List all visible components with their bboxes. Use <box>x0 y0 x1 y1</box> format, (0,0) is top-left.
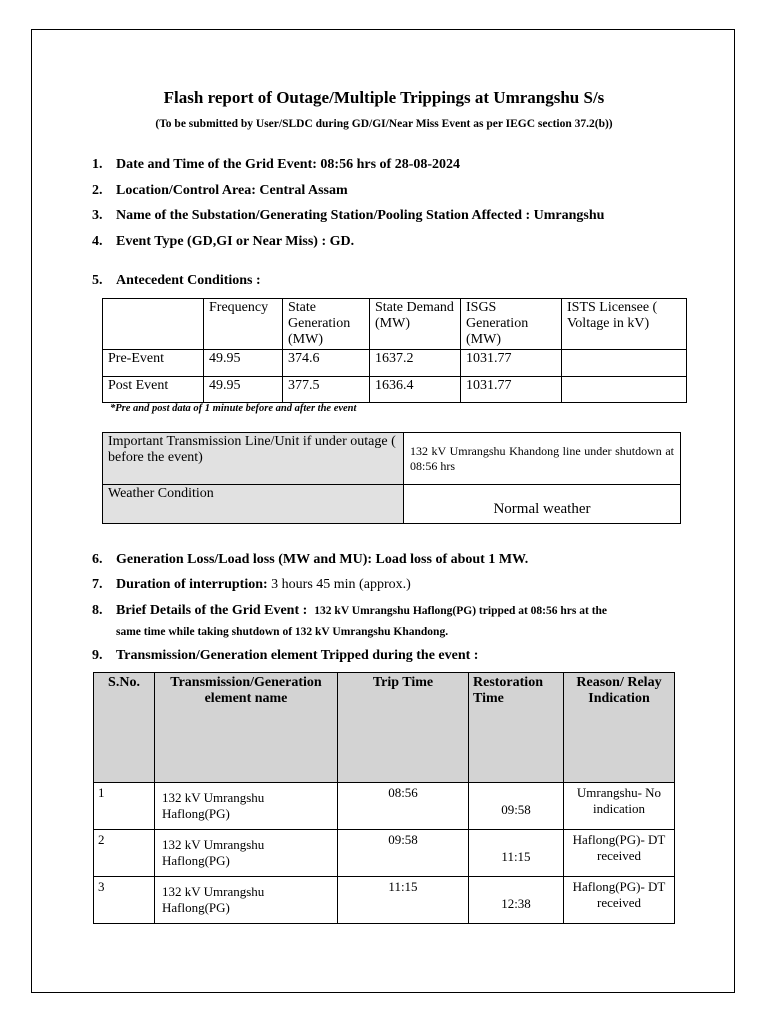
item-event-type: 4. Event Type (GD,GI or Near Miss) : GD. <box>92 234 355 249</box>
restoration-time: 09:58 <box>469 783 564 830</box>
trip-header-cell: Transmission/Generation element name <box>155 673 338 783</box>
antecedent-cell: 1636.4 <box>370 377 461 403</box>
antecedent-cell: 377.5 <box>283 377 370 403</box>
relay-indication: Umrangshu- No indication <box>564 783 675 830</box>
info-row-weather <box>103 485 681 524</box>
antecedent-cell: 1031.77 <box>461 377 562 403</box>
event-info-table <box>102 432 681 524</box>
weather-value: Normal weather <box>404 485 681 524</box>
antecedent-note: *Pre and post data of 1 minute before and after the event <box>110 403 357 414</box>
antecedent-header-cell: Frequency <box>204 299 283 350</box>
item-antecedent: 5. Antecedent Conditions : <box>92 273 261 288</box>
antecedent-cell: Post Event <box>103 377 204 403</box>
item-brief-details: 8. Brief Details of the Grid Event : 132 kV Umrangshu Haflong(PG) tripped at 08:56 hrs at the <box>92 603 608 618</box>
trip-element: 132 kV Umrangshu Haflong(PG) <box>155 783 338 830</box>
item-brief-details-cont: same time while taking shutdown of 132 kV Umrangshu Khandong. <box>116 626 449 638</box>
trip-header-cell: S.No. <box>94 673 155 783</box>
restoration-time: 12:38 <box>469 877 564 924</box>
outage-line-value: 132 kV Umrangshu Khandong line under shutdown at 08:56 hrs <box>404 433 681 485</box>
restoration-time: 11:15 <box>469 830 564 877</box>
trip-header-cell: Restoration Time <box>469 673 564 783</box>
antecedent-cell: 49.95 <box>204 350 283 377</box>
item-duration: 7. Duration of interruption: 3 hours 45 min (approx.) <box>92 577 411 592</box>
antecedent-cell: 1637.2 <box>370 350 461 377</box>
relay-indication: Haflong(PG)- DT received <box>564 830 675 877</box>
antecedent-cell: 1031.77 <box>461 350 562 377</box>
trip-row <box>94 830 675 877</box>
antecedent-cell: Pre-Event <box>103 350 204 377</box>
antecedent-cell: 49.95 <box>204 377 283 403</box>
item-event-datetime: 1. Date and Time of the Grid Event: 08:56 hrs of 28-08-2024 <box>92 157 461 172</box>
item-substation: 3. Name of the Substation/Generating Station/Pooling Station Affected : Umrangshu <box>92 208 605 223</box>
tripped-elements-table <box>93 672 675 924</box>
report-title: Flash report of Outage/Multiple Trippings at Umrangshu S/s <box>163 88 605 107</box>
trip-sno: 3 <box>94 877 155 924</box>
trip-time: 11:15 <box>338 877 469 924</box>
trip-header-cell: Reason/ Relay Indication <box>564 673 675 783</box>
report-subtitle: (To be submitted by User/SLDC during GD/GI/Near Miss Event as per IEGC section 37.2(b)) <box>155 118 613 130</box>
item-location: 2. Location/Control Area: Central Assam <box>92 183 348 198</box>
antecedent-header-cell <box>103 299 204 350</box>
item-load-loss: 6. Generation Loss/Load loss (MW and MU): Load loss of about 1 MW. <box>92 552 529 567</box>
relay-indication: Haflong(PG)- DT received <box>564 877 675 924</box>
weather-label: Weather Condition <box>103 485 404 524</box>
trip-header-cell: Trip Time <box>338 673 469 783</box>
antecedent-header-cell: State Demand (MW) <box>370 299 461 350</box>
antecedent-header-row <box>103 299 687 350</box>
antecedent-row <box>103 377 687 403</box>
antecedent-row <box>103 350 687 377</box>
trip-element: 132 kV Umrangshu Haflong(PG) <box>155 877 338 924</box>
trip-time: 08:56 <box>338 783 469 830</box>
trip-element: 132 kV Umrangshu Haflong(PG) <box>155 830 338 877</box>
item-tripped-elements: 9. Transmission/Generation element Tripped during the event : <box>92 648 479 663</box>
antecedent-header-cell: ISGS Generation (MW) <box>461 299 562 350</box>
antecedent-header-cell: State Generation (MW) <box>283 299 370 350</box>
trip-sno: 2 <box>94 830 155 877</box>
antecedent-cell <box>562 350 687 377</box>
info-row-line <box>103 433 681 485</box>
antecedent-cell: 374.6 <box>283 350 370 377</box>
trip-row <box>94 783 675 830</box>
trip-header-row <box>94 673 675 783</box>
outage-line-label: Important Transmission Line/Unit if under outage ( before the event) <box>103 433 404 485</box>
trip-sno: 1 <box>94 783 155 830</box>
trip-time: 09:58 <box>338 830 469 877</box>
antecedent-cell <box>562 377 687 403</box>
antecedent-table <box>102 298 687 403</box>
antecedent-header-cell: ISTS Licensee ( Voltage in kV) <box>562 299 687 350</box>
trip-row <box>94 877 675 924</box>
